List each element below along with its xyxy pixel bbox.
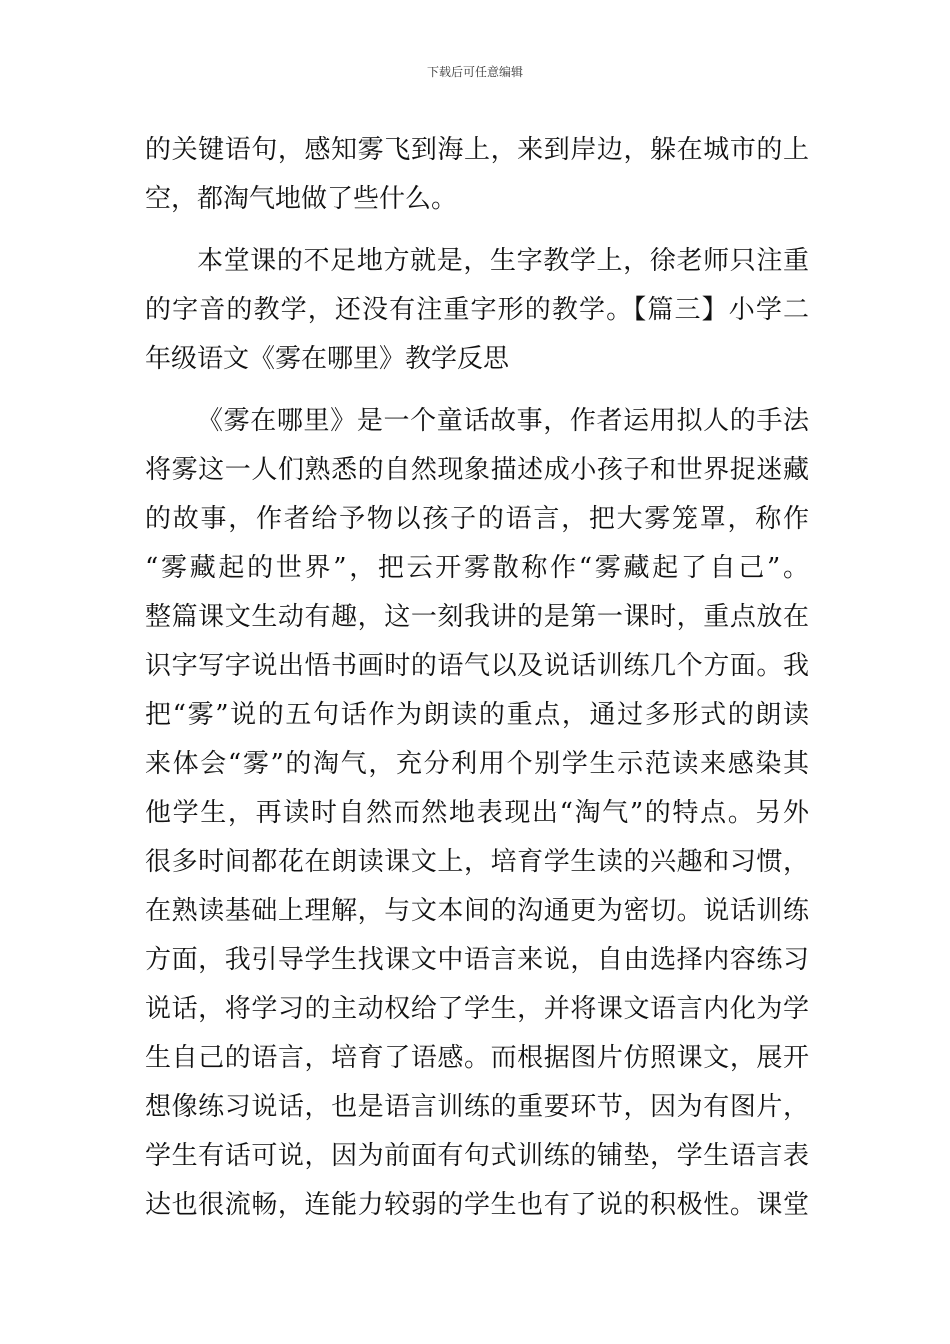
paragraph [145,237,809,384]
paragraph [145,126,809,224]
text-line: 说话，将学习的主动权给了学生，并将课文语言内化为学 [145,994,809,1024]
text-line: 空，都淘气地做了些什么。 [145,184,458,214]
text-line: 识字写字说出悟书画时的语气以及说话训练几个方面。我 [145,651,809,681]
paragraph [145,397,809,1230]
text-line: 学生有话可说，因为前面有句式训练的铺垫，学生语言表 [145,1141,809,1171]
text-line: 整篇课文生动有趣，这一刻我讲的是第一课时，重点放在 [145,602,809,632]
text-line: 的字音的教学，还没有注重字形的教学。【篇三】小学二 [145,295,809,325]
text-line: 生自己的语言，培育了语感。而根据图片仿照课文，展开 [145,1043,809,1073]
text-line: 来体会“雾”的淘气，充分利用个别学生示范读来感染其 [145,749,809,779]
text-line: 本堂课的不足地方就是，生字教学上，徐老师只注重 [197,246,809,276]
text-line: 在熟读基础上理解，与文本间的沟通更为密切。说话训练 [145,896,809,926]
text-line: 方面，我引导学生找课文中语言来说，自由选择内容练习 [145,945,809,975]
text-line: 的故事，作者给予物以孩子的语言，把大雾笼罩，称作 [145,504,809,534]
text-line: 年级语文《雾在哪里》教学反思 [145,344,510,374]
page-header-note: 下载后可任意编辑 [426,65,523,79]
text-line: 达也很流畅，连能力较弱的学生也有了说的积极性。课堂 [145,1190,809,1220]
text-line: 的关键语句，感知雾飞到海上，来到岸边，躲在城市的上 [145,135,809,165]
text-line: 想像练习说话，也是语言训练的重要环节，因为有图片， [145,1092,809,1122]
text-line: 他学生，再读时自然而然地表现出“淘气”的特点。另外 [145,798,809,828]
text-line: 很多时间都花在朗读课文上，培育学生读的兴趣和习惯， [145,847,809,877]
text-line: 把“雾”说的五句话作为朗读的重点，通过多形式的朗读 [145,700,809,730]
document-body [145,126,809,1230]
text-line: 将雾这一人们熟悉的自然现象描述成小孩子和世界捉迷藏 [145,455,809,485]
text-line: “雾藏起的世界”，把云开雾散称作“雾藏起了自己”。 [145,553,809,583]
text-line: 《雾在哪里》是一个童话故事，作者运用拟人的手法 [197,406,809,436]
